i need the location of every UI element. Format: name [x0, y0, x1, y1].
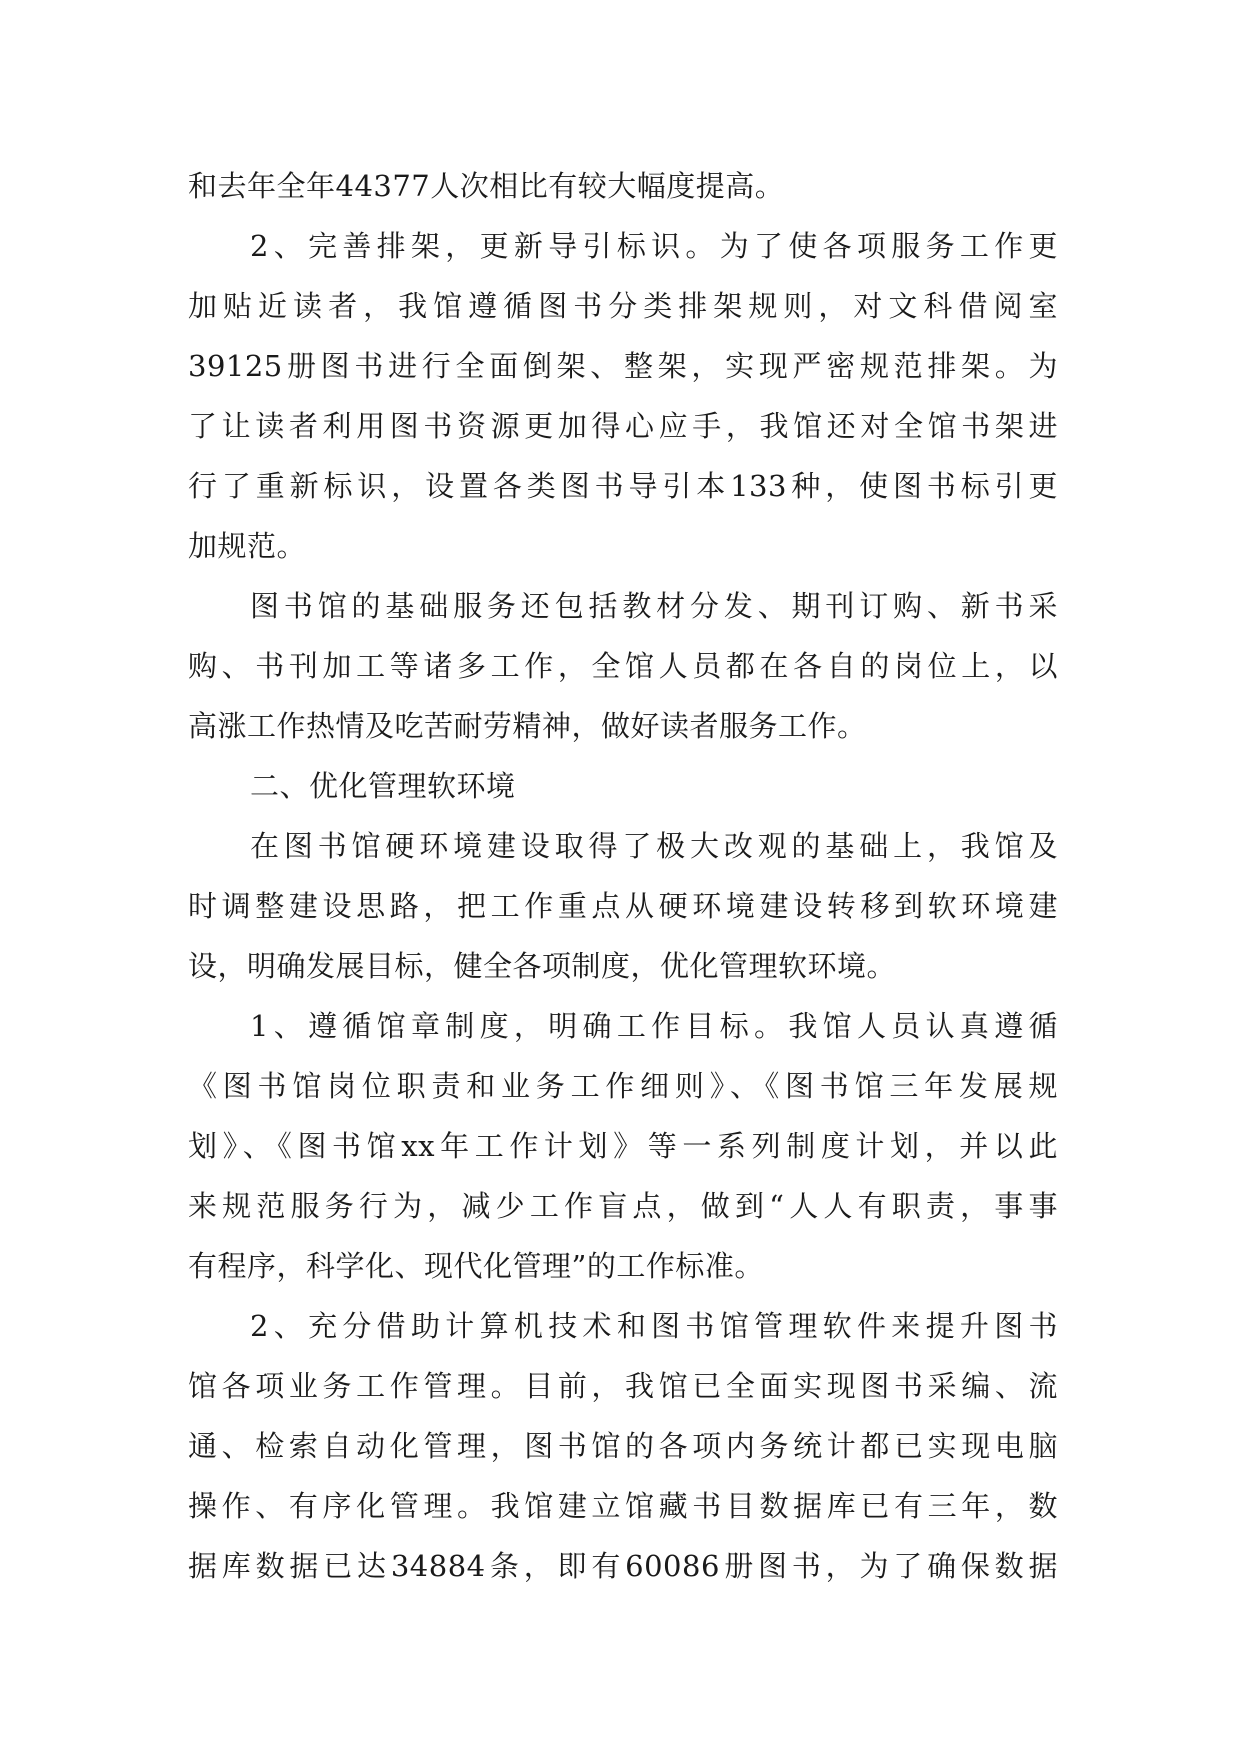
text-line: 操作、有序化管理。我馆建立馆藏书目数据库已有三年，数 [188, 1489, 1058, 1523]
text-line: 设，明确发展目标，健全各项制度，优化管理软环境。 [188, 949, 897, 983]
text-line: 馆各项业务工作管理。目前，我馆已全面实现图书采编、流 [188, 1369, 1058, 1403]
document-body [188, 156, 1058, 1596]
paragraph-start-line: 在图书馆硬环境建设取得了极大改观的基础上，我馆及 [250, 829, 1058, 863]
text-line: 行了重新标识，设置各类图书导引本133种，使图书标引更 [188, 469, 1058, 503]
text-line: 高涨工作热情及吃苦耐劳精神，做好读者服务工作。 [188, 709, 867, 743]
paragraph-start-line: 图书馆的基础服务还包括教材分发、期刊订购、新书采 [250, 589, 1058, 623]
text-line: 据库数据已达34884条，即有60086册图书，为了确保数据 [188, 1549, 1058, 1583]
paragraph-start-line: 2、充分借助计算机技术和图书馆管理软件来提升图书 [250, 1309, 1058, 1343]
text-line: 划》、《图书馆xx年工作计划》等一系列制度计划，并以此 [188, 1129, 1058, 1163]
text-line: 有程序，科学化、现代化管理”的工作标准。 [188, 1249, 764, 1283]
paragraph-start-line: 1、遵循馆章制度，明确工作目标。我馆人员认真遵循 [250, 1009, 1058, 1043]
text-line: 加规范。 [188, 529, 307, 563]
text-line: 加贴近读者，我馆遵循图书分类排架规则，对文科借阅室 [188, 289, 1058, 323]
section-heading: 二、优化管理软环境 [250, 769, 516, 803]
text-line: 了让读者利用图书资源更加得心应手，我馆还对全馆书架进 [188, 409, 1058, 443]
text-line: 时调整建设思路，把工作重点从硬环境建设转移到软环境建 [188, 889, 1058, 923]
text-line: 来规范服务行为，减少工作盲点，做到“人人有职责，事事 [188, 1189, 1058, 1223]
text-line: 39125册图书进行全面倒架、整架，实现严密规范排架。为 [188, 349, 1058, 383]
paragraph-start-line: 2、完善排架，更新导引标识。为了使各项服务工作更 [250, 229, 1058, 263]
text-line: 通、检索自动化管理，图书馆的各项内务统计都已实现电脑 [188, 1429, 1058, 1463]
text-line: 购、书刊加工等诸多工作，全馆人员都在各自的岗位上，以 [188, 649, 1058, 683]
text-line: 《图书馆岗位职责和业务工作细则》、《图书馆三年发展规 [188, 1069, 1058, 1103]
text-line: 和去年全年44377人次相比有较大幅度提高。 [188, 169, 785, 203]
